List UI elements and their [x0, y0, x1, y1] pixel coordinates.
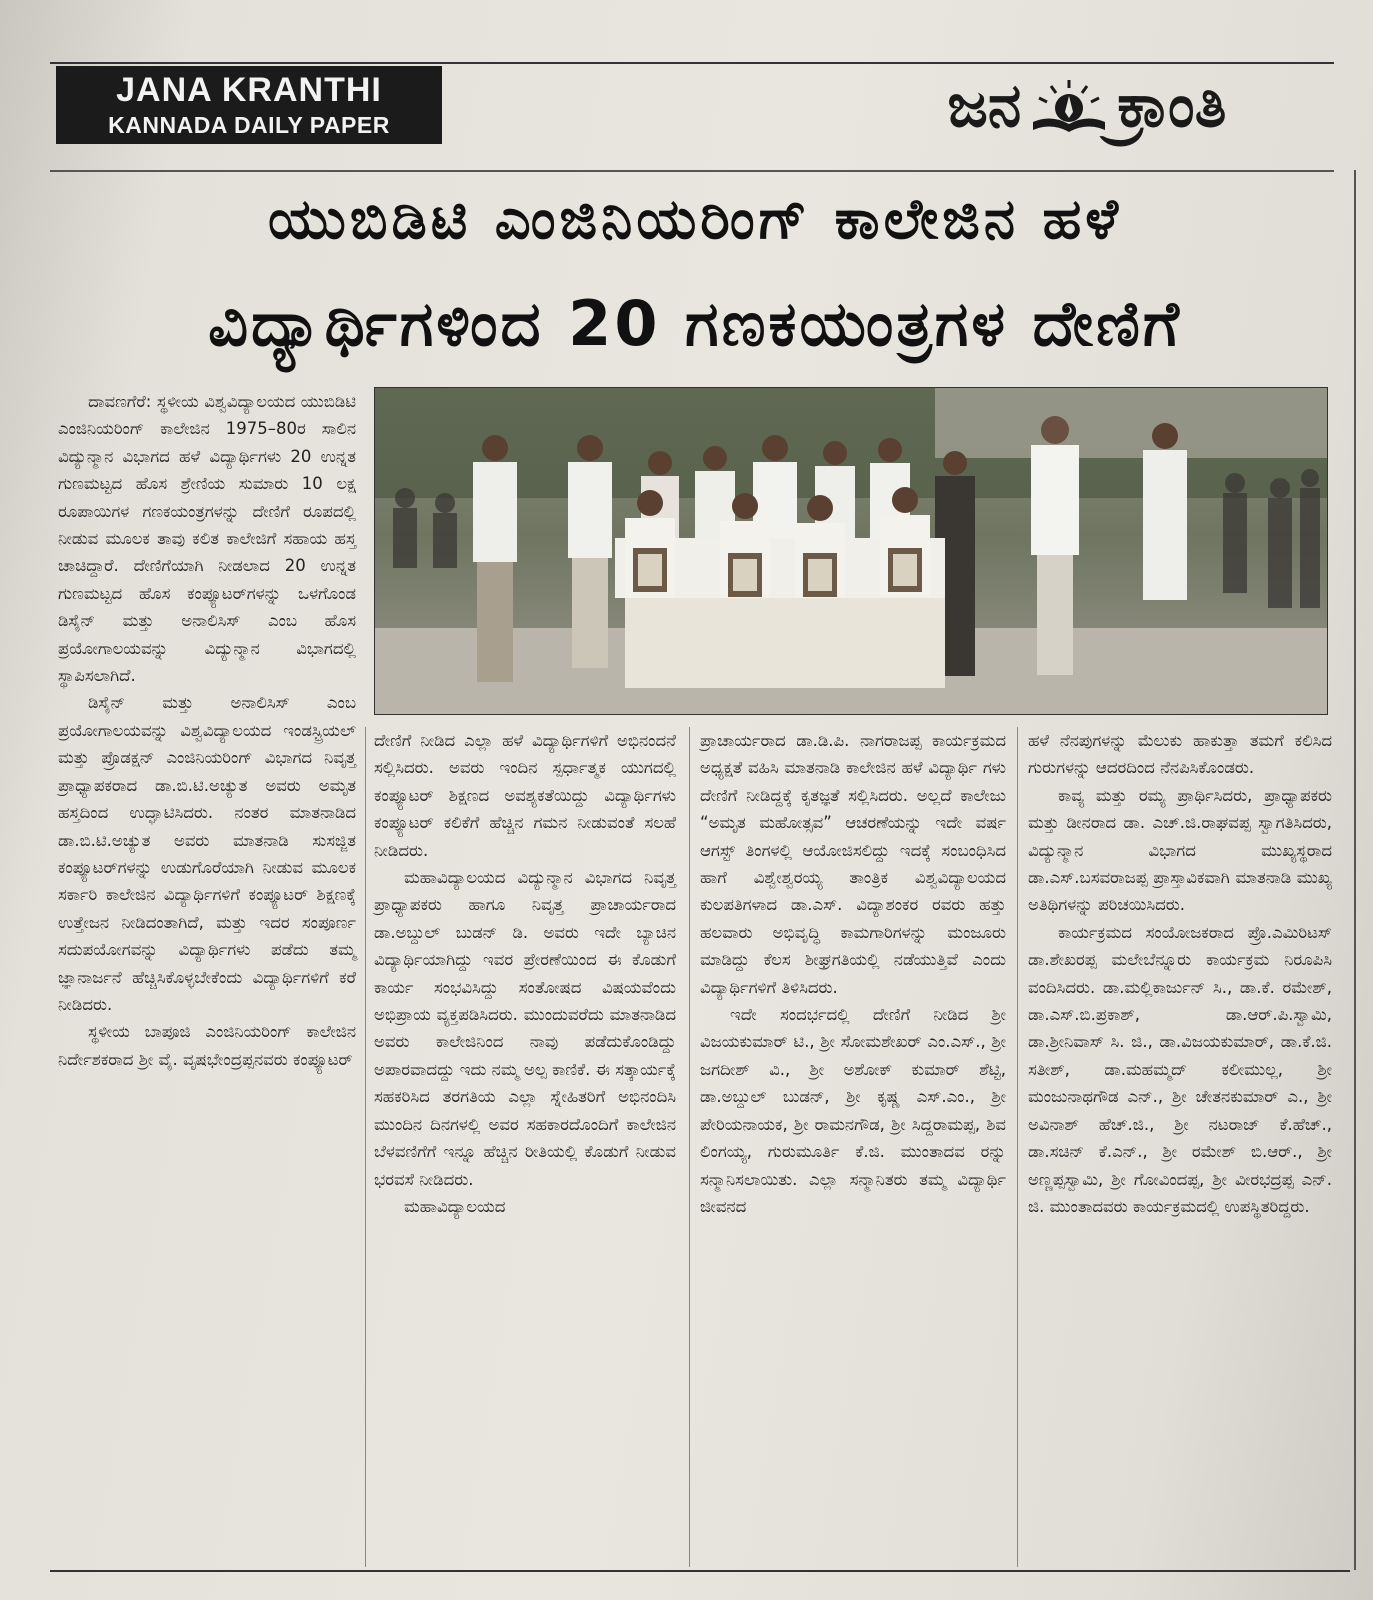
paragraph: ಪ್ರಾಚಾರ್ಯರಾದ ಡಾ.ಡಿ.ಪಿ. ನಾಗರಾಜಪ್ಪ ಕಾರ್ಯಕ್ರಮದ ಅಧ್ಯಕ್ಷತೆ ವಹಿಸಿ ಮಾತನಾಡಿ ಕಾಲೇಜಿನ ಹಳೆ ವಿದ್ಯಾರ್ಥಿ ಗಳು ದೇಣಿಗೆ ನೀಡಿದ್ದಕ್ಕೆ ಕೃತಜ್ಞತೆ ಸಲ್ಲಿಸಿದರು. ಅಲ್ಲದೆ ಕಾಲೇಜು “ಅಮೃತ ಮಹೋತ್ಸವ” ಆಚರಣೆಯನ್ನು ಇದೇ ವರ್ಷ ಆಗಸ್ಟ್ ತಿಂಗಳಲ್ಲಿ ಆಯೋಜಿಸಲಿದ್ದು ಇದಕ್ಕೆ ಸಂಬಂಧಿಸಿದ ಹಾಗೆ ವಿಶ್ವೇಶ್ವರಯ್ಯ ತಾಂತ್ರಿಕ ವಿಶ್ವವಿದ್ಯಾಲಯದ ಕುಲಪತಿಗಳಾದ ಡಾ.ಎಸ್. ವಿದ್ಯಾಶಂಕರ ರವರು ಹತ್ತು ಹಲವಾರು ಅಭಿವೃದ್ಧಿ ಕಾಮಗಾರಿಗಳನ್ನು ಮಂಜೂರು ಮಾಡಿದ್ದು ಕೆಲಸ ಶೀಘ್ರಗತಿಯಲ್ಲಿ ನಡೆಯುತ್ತಿವೆ ಎಂದು ವಿದ್ಯಾರ್ಥಿಗಳಿಗೆ ತಿಳಿಸಿದರು. — [700, 731, 1006, 997]
group-photo-icon — [375, 388, 1327, 714]
top-rule — [50, 62, 1334, 64]
headline-line-1: ಯುಬಿಡಿಟಿ ಎಂಜಿನಿಯರಿಂಗ್ ಕಾಲೇಜಿನ ಹಳೆ — [268, 187, 1122, 252]
right-border-rule — [1354, 170, 1356, 1570]
bottom-rule — [50, 1570, 1350, 1572]
header-rule — [50, 170, 1334, 172]
paragraph: ದೇಣಿಗೆ ನೀಡಿದ ಎಲ್ಲಾ ಹಳೆ ವಿದ್ಯಾರ್ಥಿಗಳಿಗೆ ಅಭಿನಂದನೆ ಸಲ್ಲಿಸಿದರು. ಅವರು ಇಂದಿನ ಸ್ಪರ್ಧಾತ್ಮಕ ಯುಗದಲ್ಲಿ ಕಂಪ್ಯೂಟರ್ ಶಿಕ್ಷಣದ ಅವಶ್ಯಕತೆಯಿದ್ದು ವಿದ್ಯಾರ್ಥಿಗಳು ಕಂಪ್ಯೂಟರ್ ಕಲಿಕೆಗೆ ಹೆಚ್ಚಿನ ಗಮನ ನೀಡುವಂತೆ ಸಲಹೆ ನೀಡಿದರು. — [374, 731, 676, 860]
paragraph: ಹಳೆ ನೆನಪುಗಳನ್ನು ಮೆಲುಕು ಹಾಕುತ್ತಾ ತಮಗೆ ಕಲಿಸಿದ ಗುರುಗಳನ್ನು ಆದರದಿಂದ ನೆನಪಿಸಿಕೊಂಡರು. — [1028, 731, 1332, 778]
paragraph: ಡಿಸೈನ್ ಮತ್ತು ಅನಾಲಿಸಿಸ್ ಎಂಬ ಪ್ರಯೋಗಾಲಯವನ್ನು ವಿಶ್ವವಿದ್ಯಾಲಯದ ಇಂಡಸ್ಟ್ರಿಯಲ್ ಮತ್ತು ಪ್ರೊಡಕ್ಷನ್ ಎಂಜಿನಿಯರಿಂಗ್ ವಿಭಾಗದ ನಿವೃತ್ತ ಪ್ರಾಧ್ಯಾಪಕರಾದ ಡಾ.ಬಿ.ಟಿ.ಅಚ್ಯುತ ಅವರು ಅಮೃತ ಹಸ್ತದಿಂದ ಉದ್ಘಾಟಿಸಿದರು. ನಂತರ ಮಾತನಾಡಿದ ಡಾ.ಬಿ.ಟಿ.ಅಚ್ಯುತ ಅವರು ಮಾತನಾಡಿ ಸುಸಜ್ಜಿತ ಕಂಪ್ಯೂಟರ್‌ಗಳನ್ನು ಉಡುಗೊರೆಯಾಗಿ ನೀಡುವ ಮೂಲಕ ಸರ್ಕಾರಿ ಕಾಲೇಜಿನ ವಿದ್ಯಾರ್ಥಿಗಳಿಗೆ ಕಂಪ್ಯೂಟರ್ ಶಿಕ್ಷಣಕ್ಕೆ ಉತ್ತೇಜನ ನೀಡಿದಂತಾಗಿದೆ, ಮತ್ತು ಇದರ ಸಂಪೂರ್ಣ ಸದುಪಯೋಗವನ್ನು ವಿದ್ಯಾರ್ಥಿಗಳು ಪಡೆದು ತಮ್ಮ ಜ್ಞಾನಾರ್ಜನೆ ಹೆಚ್ಚಿಸಿಕೊಳ್ಳಬೇಕೆಂದು ವಿದ್ಯಾರ್ಥಿಗಳಿಗೆ ಕರೆ ನೀಡಿದರು. — [58, 693, 356, 1014]
masthead-name: JANA KRANTHI — [116, 71, 382, 109]
paragraph: ಕಾರ್ಯಕ್ರಮದ ಸಂಯೋಜಕರಾದ ಪ್ರೊ.ಎಮಿರಿಟಸ್ ಡಾ.ಶೇಖರಪ್ಪ ಮಲೇಬೆನ್ನೂರು ಕಾರ್ಯಕ್ರಮ ನಿರೂಪಿಸಿ ವಂದಿಸಿದರು. ಡಾ.ಮಲ್ಲಿಕಾರ್ಜುನ್ ಸಿ., ಡಾ.ಕೆ. ರಮೇಶ್, ಡಾ.ಎಸ್.ಬಿ.ಪ್ರಕಾಶ್, ಡಾ.ಆರ್.ಪಿ.ಸ್ವಾಮಿ, ಡಾ.ಶ್ರೀನಿವಾಸ್ ಸಿ. ಜಿ., ಡಾ.ವಿಜಯಕುಮಾರ್, ಡಾ.ಕೆ.ಜಿ. ಸತೀಶ್, ಡಾ.ಮಹಮ್ಮದ್ ಕಲೀಮುಲ್ಲ, ಶ್ರೀ ಮಂಜುನಾಥಗೌಡ ಎನ್., ಶ್ರೀ ಚೇತನಕುಮಾರ್ ಎ., ಶ್ರೀ ಅವಿನಾಶ್ ಹೆಚ್.ಜಿ., ಶ್ರೀ ನಟರಾಜ್ ಕೆ.ಹೆಚ್., ಡಾ.ಸಚಿನ್ ಕೆ.ಎನ್., ಶ್ರೀ ರಮೇಶ್ ಬಿ.ಆರ್., ಶ್ರೀ ಅಣ್ಣಪ್ಪಸ್ವಾಮಿ, ಶ್ರೀ ಗೋವಿಂದಪ್ಪ, ಶ್ರೀ ವೀರಭದ್ರಪ್ಪ ಎನ್. ಜಿ. ಮುಂತಾದವರು ಕಾರ್ಯಕ್ರಮದಲ್ಲಿ ಉಪಸ್ಥಿತರಿದ್ದರು. — [1028, 922, 1332, 1216]
masthead-tagline: KANNADA DAILY PAPER — [108, 112, 390, 138]
logo-text-right: ಕ್ರಾಂತಿ — [1117, 71, 1227, 141]
article-column-3 — [700, 727, 1006, 1220]
sun-pen-book-icon — [1027, 74, 1111, 138]
article-column-1 — [58, 388, 356, 1073]
paragraph: ದಾವಣಗೆರೆ: ಸ್ಥಳೀಯ ವಿಶ್ವವಿದ್ಯಾಲಯದ ಯುಬಿಡಿಟಿ ಎಂಜಿನಿಯರಿಂಗ್ ಕಾಲೇಜಿನ 1975–80ರ ಸಾಲಿನ ವಿದ್ಯುನ್ಮಾನ ವಿಭಾಗದ ಹಳೆ ವಿದ್ಯಾರ್ಥಿಗಳು 20 ಉನ್ನತ ಗುಣಮಟ್ಟದ ಹೊಸ ಶ್ರೇಣಿಯ ಸುಮಾರು 10 ಲಕ್ಷ ರೂಪಾಯಿಗಳ ಗಣಕಯಂತ್ರಗಳನ್ನು ದೇಣಿಗೆ ರೂಪದಲ್ಲಿ ನೀಡುವ ಮೂಲಕ ತಾವು ಕಲಿತ ಕಾಲೇಜಿಗೆ ಸಹಾಯ ಹಸ್ತ ಚಾಚಿದ್ದಾರೆ. ದೇಣಿಗೆಯಾಗಿ ನೀಡಲಾದ 20 ಉನ್ನತ ಗುಣಮಟ್ಟದ ಹೊಸ ಕಂಪ್ಯೂಟರ್‌ಗಳನ್ನು ಒಳಗೊಂಡ ಡಿಸೈನ್ ಮತ್ತು ಅನಾಲಿಸಿಸ್ ಎಂಬ ಹೊಸ ಪ್ರಯೋಗಾಲಯವನ್ನು ವಿದ್ಯುನ್ಮಾನ ವಿಭಾಗದಲ್ಲಿ ಸ್ಥಾಪಿಸಲಾಗಿದೆ. — [58, 392, 356, 686]
masthead-logo — [848, 66, 1326, 146]
paragraph: ಕಾವ್ಯ ಮತ್ತು ರಮ್ಯ ಪ್ರಾರ್ಥಿಸಿದರು, ಪ್ರಾಧ್ಯಾಪಕರು ಮತ್ತು ಡೀನರಾದ ಡಾ. ಎಚ್.ಜಿ.ರಾಘವಪ್ಪ ಸ್ವಾಗತಿಸಿದರು, ವಿದ್ಯುನ್ಮಾನ ವಿಭಾಗದ ಮುಖ್ಯಸ್ಥರಾದ ಡಾ.ಎಸ್.ಬಸವರಾಜಪ್ಪ ಪ್ರಾಸ್ತಾವಿಕವಾಗಿ ಮಾತನಾಡಿ ಮುಖ್ಯ ಅತಿಥಿಗಳನ್ನು ಪರಿಚಯಿಸಿದರು. — [1028, 785, 1332, 915]
paragraph: ಮಹಾವಿದ್ಯಾಲಯದ ವಿದ್ಯುನ್ಮಾನ ವಿಭಾಗದ ನಿವೃತ್ತ ಪ್ರಾಧ್ಯಾಪಕರು ಹಾಗೂ ನಿವೃತ್ತ ಪ್ರಾಚಾರ್ಯರಾದ ಡಾ.ಅಬ್ದುಲ್ ಬುಡನ್ ಡಿ. ಅವರು ಇದೇ ಬ್ಯಾಚಿನ ವಿದ್ಯಾರ್ಥಿಯಾಗಿದ್ದು ಇವರ ಪ್ರೇರಣೆಯಿಂದ ಈ ಕೊಡುಗೆ ಕಾರ್ಯ ಸಂಭವಿಸಿದ್ದು ಸಂತೋಷದ ವಿಷಯವೆಂದು ಅಭಿಪ್ರಾಯ ವ್ಯಕ್ತಪಡಿಸಿದರು. ಮುಂದುವರೆದು ಮಾತನಾಡಿದ ಅವರು ಕಾಲೇಜಿನಿಂದ ನಾವು ಪಡೆದುಕೊಂಡಿದ್ದು ಅಪಾರವಾದದ್ದು ಇದು ನಮ್ಮ ಅಲ್ಪ ಕಾಣಿಕೆ. ಈ ಸತ್ಕಾರ್ಯಕ್ಕೆ ಸಹಕರಿಸಿದ ತರಗತಿಯ ಎಲ್ಲಾ ಸ್ನೇಹಿತರಿಗೆ ಅಭಿನಂದಿಸಿ ಮುಂದಿನ ದಿನಗಳಲ್ಲಿ ಅವರ ಸಹಕಾರದೊಂದಿಗೆ ಕಾಲೇಜಿನ ಬೆಳವಣಿಗೆಗೆ ಇನ್ನೂ ಹೆಚ್ಚಿನ ರೀತಿಯಲ್ಲಿ ಕೊಡುಗೆ ನೀಡುವ ಭರವಸೆ ನೀಡಿದರು. — [374, 868, 676, 1189]
column-divider — [689, 727, 690, 1567]
column-divider — [365, 727, 366, 1567]
paragraph: ಸ್ಥಳೀಯ ಬಾಪೂಜಿ ಎಂಜಿನಿಯರಿಂಗ್ ಕಾಲೇಜಿನ ನಿರ್ದೇಶಕರಾದ ಶ್ರೀ ವೈ. ವೃಷಭೇಂದ್ರಪ್ಪನವರು ಕಂಪ್ಯೂಟರ್ — [58, 1022, 356, 1069]
paragraph: ಮಹಾವಿದ್ಯಾಲಯದ — [404, 1196, 506, 1216]
headline-line-2: ವಿದ್ಯಾರ್ಥಿಗಳಿಂದ 20 ಗಣಕಯಂತ್ರಗಳ ದೇಣಿಗೆ — [208, 287, 1182, 360]
column-divider — [1017, 727, 1018, 1567]
article-column-4 — [1028, 727, 1332, 1220]
masthead-english — [56, 66, 442, 144]
next-article-edge — [50, 1582, 1350, 1600]
paragraph: ಇದೇ ಸಂದರ್ಭದಲ್ಲಿ ದೇಣಿಗೆ ನೀಡಿದ ಶ್ರೀ ವಿಜಯಕುಮಾರ್ ಟಿ., ಶ್ರೀ ಸೋಮಶೇಖರ್ ಎಂ.ಎಸ್., ಶ್ರೀ ಜಗದೀಶ್ ವಿ., ಶ್ರೀ ಅಶೋಕ್ ಕುಮಾರ್ ಶೆಟ್ಟಿ, ಡಾ.ಅಬ್ದುಲ್ ಬುಡನ್, ಶ್ರೀ ಕೃಷ್ಣ ಎಸ್.ಎಂ., ಶ್ರೀ ಪೇರಿಯನಾಯಕ, ಶ್ರೀ ರಾಮನಗೌಡ, ಶ್ರೀ ಸಿದ್ದರಾಮಪ್ಪ, ಶಿವ ಲಿಂಗಯ್ಯ, ಗುರುಮೂರ್ತಿ ಕೆ.ಜಿ. ಮುಂತಾದವ ರನ್ನು ಸನ್ಮಾನಿಸಲಾಯಿತು. ಎಲ್ಲಾ ಸನ್ಮಾನಿತರು ತಮ್ಮ ವಿದ್ಯಾರ್ಥಿ ಜೀವನದ — [700, 1005, 1006, 1216]
logo-text-left: ಜನ — [947, 71, 1022, 141]
news-photo — [374, 387, 1328, 715]
article-column-2 — [374, 727, 676, 1220]
